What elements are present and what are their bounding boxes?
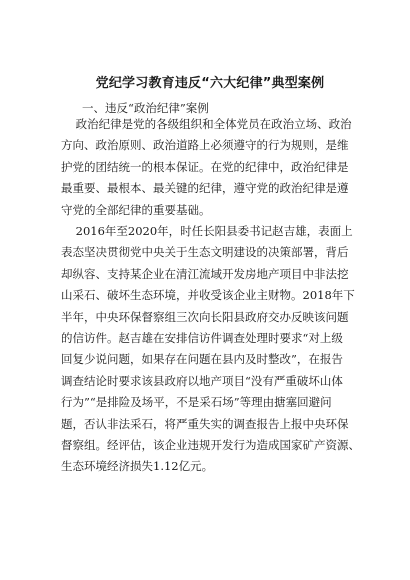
text-line: 督察组。经评估，该企业违规开发行为造成国家矿产资源、 <box>61 437 360 452</box>
text-line: 政治纪律是党的各级组织和全体党员在政治立场、政治 <box>61 117 352 131</box>
paragraph-political-discipline <box>61 114 357 221</box>
text-line: 调查结论时要求该县政府以地产项目“没有严重破坏山体 <box>61 373 343 388</box>
text-line: 却纵容、支持某企业在清江流域开发房地产项目中非法挖 <box>61 266 349 281</box>
text-line: 方向、政治原则、政治道路上必须遵守的行为规则，是维 <box>61 138 349 153</box>
document-title: 党纪学习教育违反“六大纪律”典型案例 <box>95 76 325 91</box>
text-line: 半年，中央环保督察组三次向长阳县政府交办反映该问题 <box>61 309 349 324</box>
text-line: 的信访件。赵吉雄在安排信访件调查处理时要求“对上级 <box>61 330 343 345</box>
text-line: 生态环境经济损失1.12亿元。 <box>61 459 214 474</box>
text-line: 最重要、最根本、最关键的纪律，遵守党的政治纪律是遵 <box>61 181 349 196</box>
text-line: 表态坚决贯彻党中央关于生态文明建设的决策部署，背后 <box>61 245 349 260</box>
text-line: 2016年至2020年，时任长阳县委书记赵吉雄，表面上 <box>61 224 353 238</box>
section-heading: 一、违反“政治纪律”案例 <box>82 101 209 115</box>
paragraph-case-zhao-jixiong <box>61 221 360 478</box>
text-line: 守党的全部纪律的重要基础。 <box>61 202 211 217</box>
text-line: 山采石、破坏生态环境，并收受该企业主财物。2018年下 <box>61 288 355 303</box>
text-line: 护党的团结统一的根本保证。在党的纪律中，政治纪律是 <box>61 159 349 174</box>
text-line: 题，否认非法采石，将严重失实的调查报告上报中央环保 <box>61 416 349 431</box>
text-line: 行为”“是排险及场平，不是采石场”等理由搪塞回避问 <box>61 395 332 410</box>
text-line: 回复少说问题，如果存在问题在县内及时整改”，在报告 <box>61 352 343 367</box>
